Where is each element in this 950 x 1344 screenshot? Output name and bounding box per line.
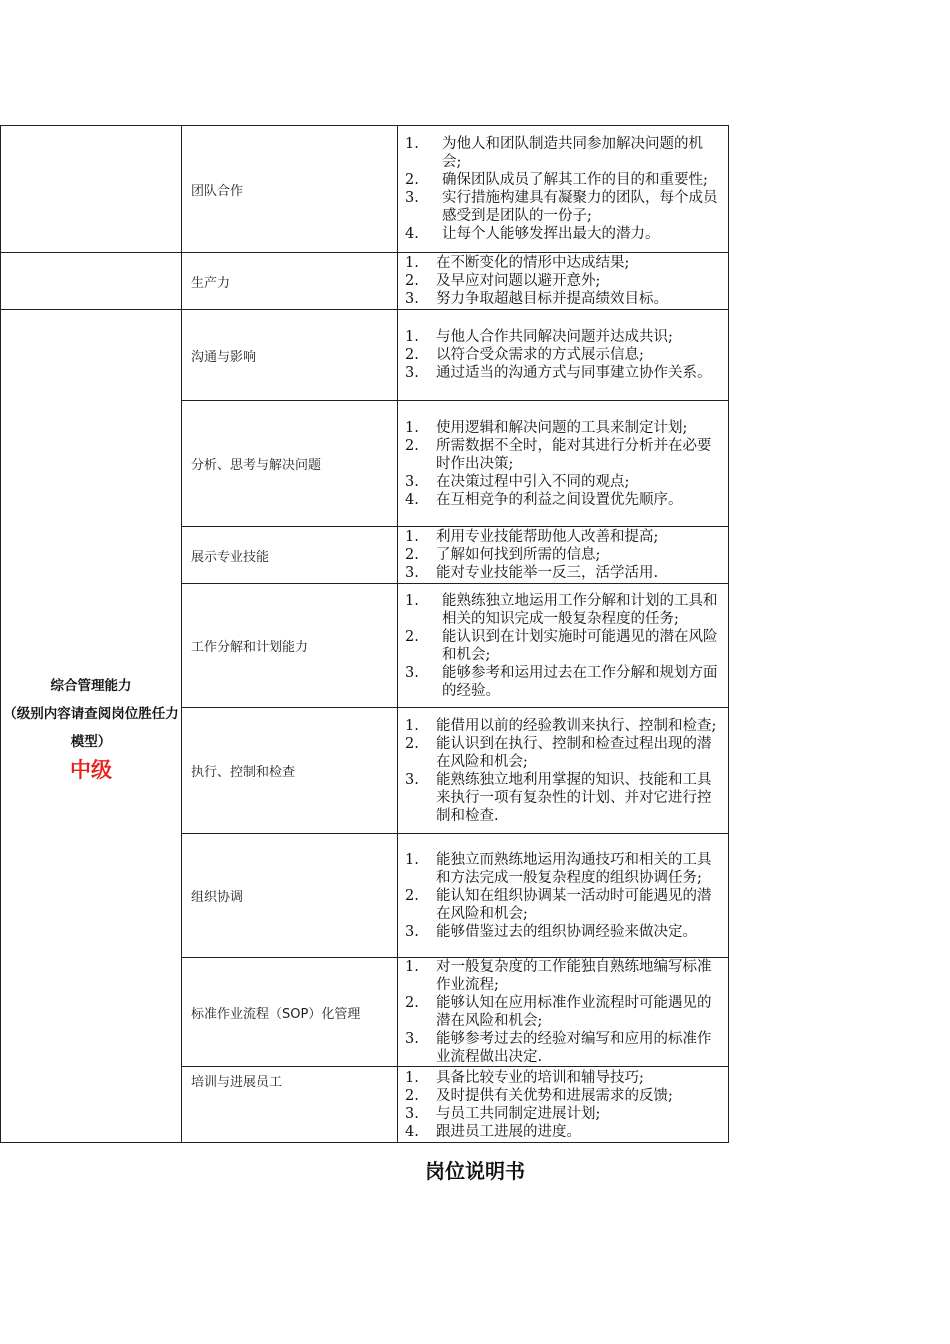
list-item-text: 让每个人能够发挥出最大的潜力。 [442, 226, 660, 242]
list-item [398, 419, 728, 437]
list-item-text: 能独立而熟练地运用沟通技巧和相关的工具和方法完成一般复杂程度的组织协调任务; [436, 851, 712, 886]
list-item-number: 3. [405, 190, 419, 206]
list-item [398, 628, 728, 664]
list-item [398, 1105, 728, 1123]
list-item-text: 与他人合作共同解决问题并达成共识; [436, 329, 673, 345]
item-list [398, 310, 729, 401]
list-item-number: 2. [405, 273, 419, 289]
competency-name: 展示专业技能 [182, 527, 398, 584]
list-item [398, 189, 728, 225]
list-item-number: 2. [405, 887, 419, 904]
list-item-text: 能熟练独立地利用掌握的知识、技能和工具来执行一项有复杂性的计划、并对它进行控制和检查. [436, 771, 712, 824]
competency-name: 生产力 [182, 253, 398, 310]
list-item-text: 为他人和团队制造共同参加解决问题的机会; [442, 136, 703, 170]
list-item-text: 确保团队成员了解其工作的目的和重要性; [442, 172, 708, 188]
list-item-text: 能借用以前的经验教训来执行、控制和检查; [436, 717, 717, 734]
item-list [398, 401, 729, 527]
list-item [398, 528, 728, 546]
list-item-number: 3. [405, 291, 419, 307]
list-item-text: 能对专业技能举一反三，活学活用. [436, 565, 659, 581]
list-item [398, 346, 728, 364]
list-item-number: 3. [405, 923, 419, 940]
list-item-number: 2. [405, 995, 419, 1011]
list-item-number: 1. [405, 717, 419, 734]
list-item-text: 在不断变化的情形中达成结果; [436, 255, 630, 271]
competency-name: 标准作业流程（SOP）化管理 [182, 958, 398, 1067]
list-item [398, 735, 728, 771]
list-item-number: 2. [405, 437, 419, 454]
list-item-number: 1. [405, 851, 419, 868]
list-item [398, 887, 728, 923]
competency-table-body [1, 126, 729, 1143]
list-item-text: 能熟练独立地运用工作分解和计划的工具和相关的知识完成一般复杂程度的任务; [442, 592, 718, 627]
list-item-number: 2. [405, 1087, 419, 1104]
list-item [398, 851, 728, 887]
list-item [398, 664, 728, 700]
list-item-number: 2. [405, 347, 419, 363]
list-item-text: 能够认知在应用标准作业流程时可能遇见的潜在风险和机会; [436, 995, 712, 1029]
list-item-number: 1. [405, 255, 419, 271]
group-note: （级别内容请查阅岗位胜任力模型） [3, 706, 179, 750]
list-item-number: 4. [405, 226, 419, 242]
list-item-text: 在互相竞争的利益之间设置优先顺序。 [436, 491, 683, 508]
list-item [398, 328, 728, 346]
list-item-number: 3. [405, 664, 419, 681]
list-item-number: 2. [405, 547, 419, 563]
list-item-text: 了解如何找到所需的信息; [436, 547, 601, 563]
item-list [398, 584, 729, 708]
list-item [398, 272, 728, 290]
list-item [398, 994, 728, 1030]
list-item-number: 1. [405, 329, 419, 345]
list-item-number: 1. [405, 1069, 419, 1086]
list-item-number: 2. [405, 628, 419, 645]
list-item [398, 171, 728, 189]
competency-name: 分析、思考与解决问题 [182, 401, 398, 527]
list-item-number: 3. [405, 771, 419, 788]
list-item [398, 473, 728, 491]
list-item [398, 771, 728, 825]
list-item [398, 923, 728, 941]
list-item [398, 491, 728, 509]
list-item-number: 1. [405, 529, 419, 545]
list-item [398, 437, 728, 473]
list-item-number: 1. [405, 592, 419, 609]
list-item-text: 所需数据不全时，能对其进行分析并在必要时作出决策; [436, 437, 712, 472]
list-item-text: 能认知在组织协调某一活动时可能遇见的潜在风险和机会; [436, 887, 712, 922]
list-item-number: 2. [405, 172, 419, 188]
list-item [398, 254, 728, 272]
list-item-text: 在决策过程中引入不同的观点; [436, 473, 630, 490]
group-level: 中级 [70, 758, 112, 782]
list-item-text: 能够参考和运用过去在工作分解和规划方面的经验。 [442, 664, 718, 699]
list-item [398, 290, 728, 308]
list-item-text: 及早应对问题以避开意外; [436, 273, 601, 289]
competency-table [0, 125, 729, 1143]
list-item-number: 3. [405, 1105, 419, 1122]
list-item-number: 3. [405, 565, 419, 581]
list-item-number: 1. [405, 419, 419, 436]
document-title: 岗位说明书 [425, 1159, 525, 1183]
list-item [398, 546, 728, 564]
table-row [1, 253, 729, 310]
list-item-number: 3. [405, 1031, 419, 1047]
item-list [398, 126, 729, 253]
list-item-text: 跟进员工进展的进度。 [436, 1123, 581, 1140]
item-list [398, 958, 729, 1067]
competency-group-cell [1, 310, 182, 1143]
list-item [398, 1069, 728, 1087]
list-item-text: 与员工共同制定进展计划; [436, 1105, 601, 1122]
table-row [1, 126, 729, 253]
group-title: 综合管理能力 [50, 678, 132, 694]
item-list [398, 834, 729, 958]
competency-name: 团队合作 [182, 126, 398, 253]
list-item-text: 通过适当的沟通方式与同事建立协作关系。 [436, 365, 712, 381]
list-item [398, 564, 728, 582]
group-cell-empty [1, 253, 182, 310]
list-item-number: 3. [405, 365, 419, 381]
list-item [398, 225, 728, 243]
list-item-text: 以符合受众需求的方式展示信息; [436, 347, 644, 363]
list-item [398, 1030, 728, 1066]
list-item-text: 及时提供有关优势和进展需求的反馈; [436, 1087, 673, 1104]
item-list [398, 1067, 729, 1143]
list-item-number: 3. [405, 473, 419, 490]
list-item-text: 使用逻辑和解决问题的工具来制定计划; [436, 419, 688, 436]
list-item-text: 能够借鉴过去的组织协调经验来做决定。 [436, 923, 697, 940]
list-item-text: 能认识到在执行、控制和检查过程出现的潜在风险和机会; [436, 735, 712, 770]
table-row [1, 310, 729, 401]
item-list [398, 708, 729, 834]
list-item [398, 1123, 728, 1141]
group-cell-empty [1, 126, 182, 253]
list-item [398, 1087, 728, 1105]
list-item-text: 对一般复杂度的工作能独自熟练地编写标准作业流程; [436, 959, 712, 993]
list-item-text: 利用专业技能帮助他人改善和提高; [436, 529, 659, 545]
list-item-number: 1. [405, 959, 419, 975]
list-item [398, 592, 728, 628]
list-item-number: 4. [405, 1123, 419, 1140]
list-item-text: 实行措施构建具有凝聚力的团队，每个成员感受到是团队的一份子; [442, 190, 718, 224]
list-item [398, 958, 728, 994]
list-item-text: 能够参考过去的经验对编写和应用的标准作业流程做出决定. [436, 1031, 712, 1065]
item-list [398, 253, 729, 310]
list-item-number: 2. [405, 735, 419, 752]
competency-name: 沟通与影响 [182, 310, 398, 401]
list-item-text: 具备比较专业的培训和辅导技巧; [436, 1069, 644, 1086]
competency-name: 培训与进展员工 [182, 1067, 398, 1143]
list-item-text: 努力争取超越目标并提高绩效目标。 [436, 291, 668, 307]
competency-name: 组织协调 [182, 834, 398, 958]
competency-name: 执行、控制和检查 [182, 708, 398, 834]
list-item [398, 135, 728, 171]
list-item-text: 能认识到在计划实施时可能遇见的潜在风险和机会; [442, 628, 718, 663]
list-item [398, 364, 728, 382]
list-item-number: 4. [405, 491, 419, 508]
list-item [398, 717, 728, 735]
competency-name: 工作分解和计划能力 [182, 584, 398, 708]
list-item-number: 1. [405, 136, 419, 152]
item-list [398, 527, 729, 584]
